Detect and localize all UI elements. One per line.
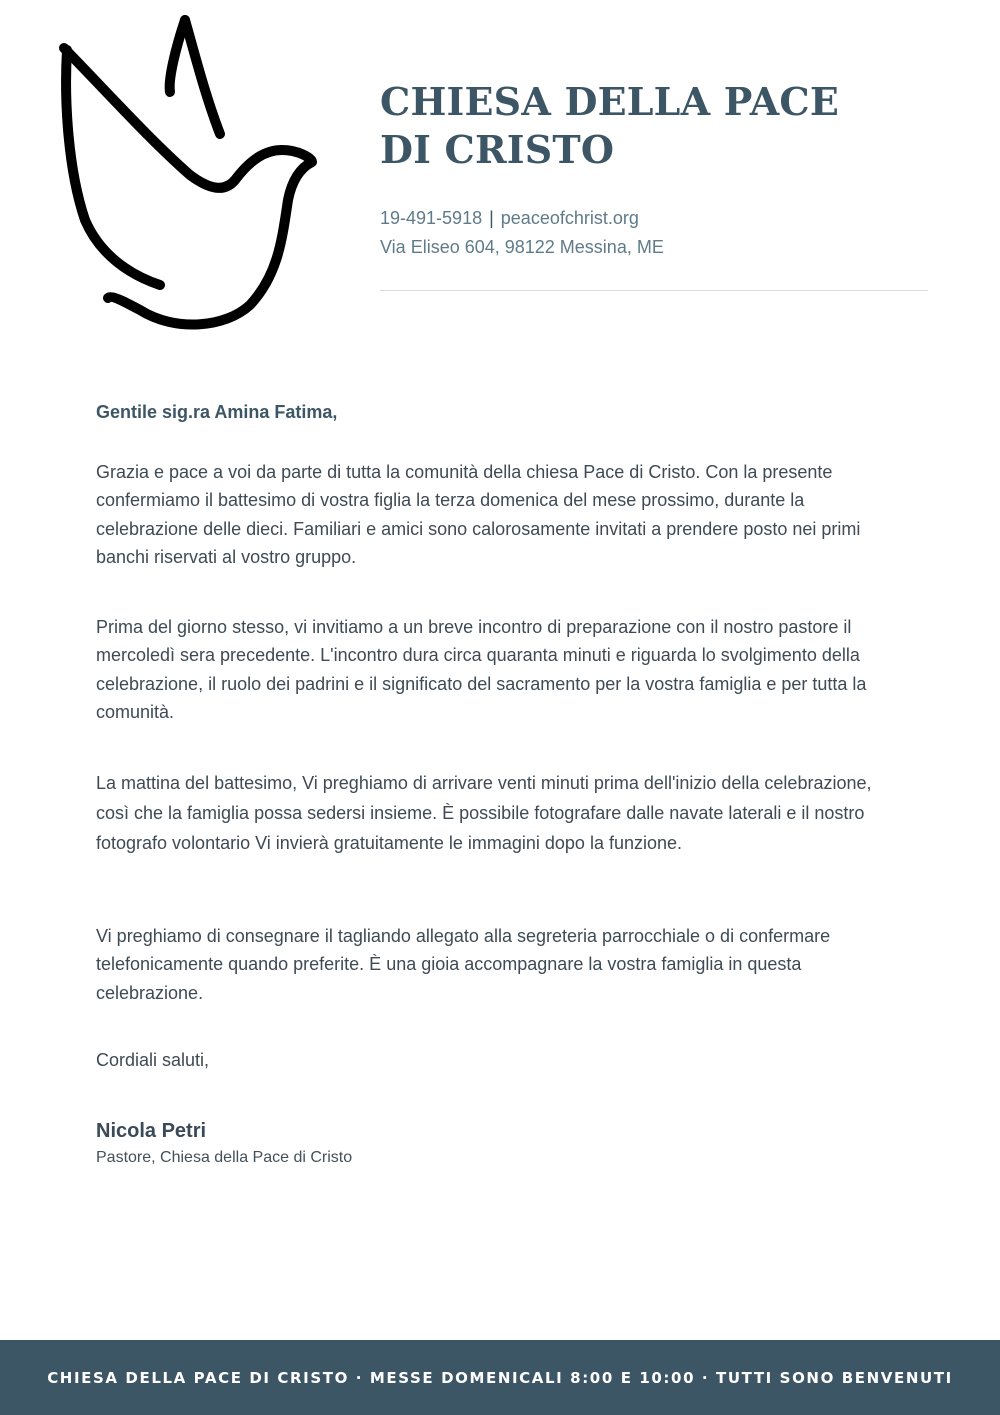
church-name-line2: DI CRISTO [380, 127, 615, 172]
signature-name: Nicola Petri [96, 1119, 207, 1142]
contact-line-1 [380, 204, 928, 233]
phone-number: 19-491-5918 [380, 208, 483, 228]
contact-info [380, 204, 928, 262]
website-link[interactable]: peaceofchrist.org [500, 208, 639, 228]
closing: Cordiali saluti, [96, 1050, 210, 1070]
letter-body [96, 398, 896, 1169]
header-divider [380, 290, 928, 291]
signature-role: Pastore, Chiesa della Pace di Cristo [96, 1148, 353, 1166]
paragraph-3: La mattina del battesimo, Vi preghiamo di arrivare venti minuti prima dell'inizio della celebrazione, così che la famiglia possa sedersi insieme. È possibile fotografare dalle navate laterali e il nostro fotografo volontario Vi invierà gratuitamente le immagini dopo la funzione. [96, 772, 872, 853]
paragraph-1: Grazia e pace a voi da parte di tutta la comunità della chiesa Pace di Cristo. Con la presente confermiamo il battesimo di vostra figlia la terza domenica del mese prossimo, durante la celebrazione delle dieci. Familiari e amici sono calorosamente invitati a prendere posto nei primi banchi riservati al vostro gruppo. [96, 461, 861, 567]
paragraph-2: Prima del giorno stesso, vi invitiamo a un breve incontro di preparazione con il nostro pastore il mercoledì sera precedente. L'incontro dura circa quaranta minuti e riguarda lo svolgimento della celebrazione, il ruolo dei padrini e il significato del sacramento per la vostra famiglia e per tutta la comunità. [96, 616, 867, 722]
footer-bar [0, 1340, 1000, 1415]
church-name-line1: CHIESA DELLA PACE [380, 79, 840, 124]
dove-icon [50, 10, 330, 340]
footer-text: CHIESA DELLA PACE DI CRISTO · MESSE DOMENICALI 8:00 E 10:00 · TUTTI SONO BENVENUTI [47, 1368, 953, 1387]
letterhead [380, 78, 928, 262]
church-name [380, 78, 928, 174]
salutation: Gentile sig.ra Amina Fatima, [96, 402, 338, 422]
contact-separator: | [489, 208, 494, 228]
address: Via Eliseo 604, 98122 Messina, ME [380, 237, 664, 257]
paragraph-4: Vi preghiamo di consegnare il tagliando allegato alla segreteria parrocchiale o di confermare telefonicamente quando preferite. È una gioia accompagnare la vostra famiglia in questa celebrazione. [96, 925, 831, 1003]
